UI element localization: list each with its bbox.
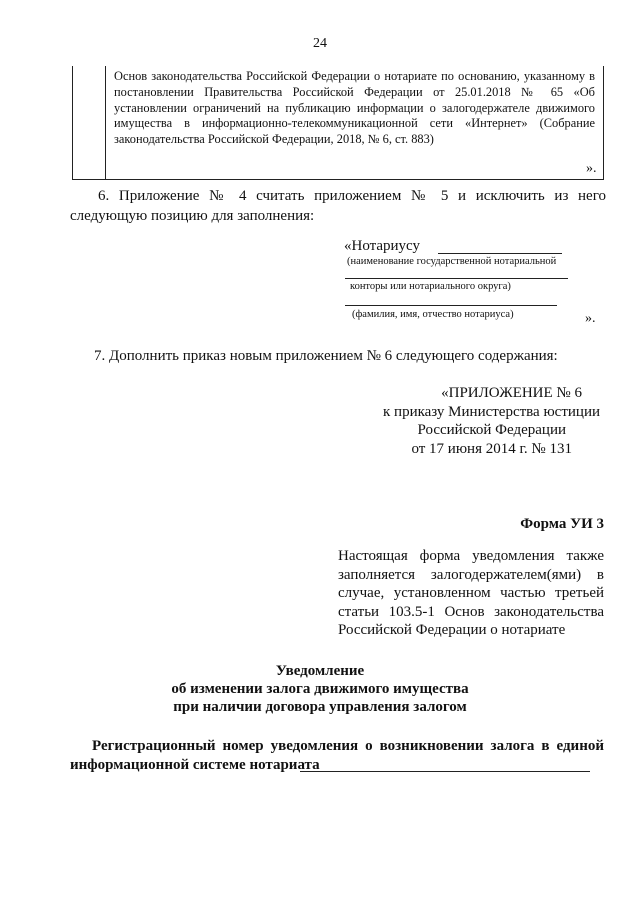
appendix-line-1: «ПРИЛОЖЕНИЕ № 6 <box>441 385 582 401</box>
notice-title-line-1: Уведомление <box>275 663 365 679</box>
appendix-line-2: к приказу Министерства юстиции <box>383 403 600 420</box>
notary-fill-line-2 <box>345 278 568 279</box>
registration-fill-line <box>300 771 590 772</box>
registration-line-2: информационной системе нотариата <box>70 757 320 773</box>
notice-title <box>0 662 640 716</box>
item6-line2: следующую позицию для заполнения: <box>70 208 315 224</box>
notary-heading: «Нотариусу <box>344 238 421 254</box>
registration-line-1: Регистрационный номер уведомления о возникновении залога в единой <box>92 738 604 754</box>
notary-fill-line-3 <box>345 305 557 306</box>
notary-close-quote: ». <box>585 311 596 326</box>
form-label: Форма УИ 3 <box>520 516 604 532</box>
notary-label-3: (фамилия, имя, отчество нотариуса) <box>352 309 514 320</box>
appendix-line-3: Российской Федерации <box>417 422 566 438</box>
notice-title-line-2: об изменении залога движимого имущества <box>171 681 469 697</box>
table-close-quote: ». <box>586 161 597 176</box>
appendix-header <box>340 384 600 458</box>
form-note: Настоящая форма уведомления также заполняется залогодержателем(ями) в случае, установленном частью третьей статьи 103.5-1 Основ законодательства Российской Федерации о нотариате <box>338 548 604 638</box>
item7-text: 7. Дополнить приказ новым приложением № 6 следующего содержания: <box>94 348 558 364</box>
notary-label-1: (наименование государственной нотариальной <box>347 256 557 267</box>
notice-title-line-3: при наличии договора управления залогом <box>173 699 467 715</box>
table-cell <box>105 66 603 179</box>
notary-label-2: конторы или нотариального округа) <box>350 281 511 292</box>
item6-line1: 6. Приложение № 4 считать приложением № 5 и исключить из него <box>98 188 606 204</box>
table-cell-text: Основ законодательства Российской Федерации о нотариате по основанию, указанному в постановлении Правительства Российской Федерации от 25.01.2018 № 65 «Об установлении ограничений на публикацию информации о залогодержателе движимого имущества в информационно-телекоммуникационной сети «Интернет» (Собрание законодательства Российской Федерации, 2018, № 6, ст. 883) <box>114 69 595 147</box>
notary-fill-line-1 <box>438 253 562 254</box>
table-fragment <box>72 66 604 180</box>
appendix-line-4: от 17 июня 2014 г. № 131 <box>411 440 572 457</box>
page-number: 24 <box>313 36 327 51</box>
